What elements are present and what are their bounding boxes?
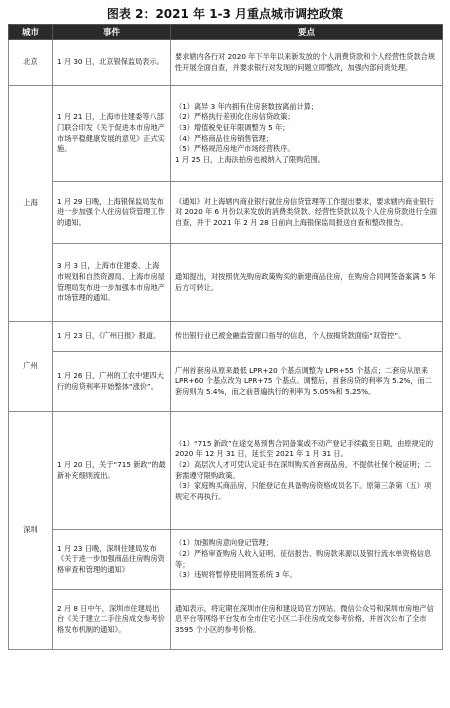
table-row bbox=[9, 182, 443, 244]
table-row bbox=[9, 40, 443, 86]
point-note: 1 月 25 日，上海法拍房也被纳入了限购范围。 bbox=[175, 154, 325, 164]
point-item: （2）高层次人才可凭认定证书在深圳购买首套商品房，不提供社保个税证明；二套需遵守限购政策。 bbox=[175, 459, 432, 480]
table-row bbox=[9, 412, 443, 530]
point-item: （4）严格商品住房销售管理； bbox=[175, 133, 274, 143]
header-points: 要点 bbox=[171, 25, 443, 40]
table-row bbox=[9, 322, 443, 352]
event-cell: 1 月 23 日，《广州日报》报道。 bbox=[53, 322, 171, 352]
point-text: 通知表示，将定期在深圳市住房和建设局官方网站、微信公众号和深圳市房地产信息平台等网络平台发布全市住宅小区二手住房成交参考价格，并首次公布了全市 3595 个小区的参考价格。 bbox=[175, 603, 434, 634]
points-cell bbox=[171, 322, 443, 352]
point-text: 传出银行业已被金融监管窗口指导的信息，个人按揭贷款面临“双管控”。 bbox=[175, 331, 406, 341]
points-cell bbox=[171, 86, 443, 182]
points-cell bbox=[171, 40, 443, 86]
city-cell-shenzhen: 深圳 bbox=[9, 412, 53, 650]
point-text: 广州首套房从原来最低 LPR+20 个基点调整为 LPR+55 个基点；二套房从原来 LPR+60 个基点改为 LPR+75 个基点。调整后，首套房贷的利率为 5.2%，而二套房则为 5.4%，而之前普遍执行的利率为 5.05%和 5.25%。 bbox=[175, 365, 432, 396]
point-item: （1）离异 3 年内拥有住房套数按离前计算； bbox=[175, 101, 319, 111]
points-cell bbox=[171, 352, 443, 412]
point-item: （3）违规将暂停使用网签系统 3 年。 bbox=[175, 570, 297, 580]
point-item: （1）“715 新政”在途交易预售合同备案或不动产登记手续截至日期，由原规定的 2020 年 12 月 31 日，延长至 2021 年 1 月 31 日。 bbox=[175, 438, 434, 459]
points-cell bbox=[171, 530, 443, 590]
table-title: 图表 2：2021 年 1-3 月重点城市调控政策 bbox=[106, 7, 344, 21]
header-event: 事件 bbox=[53, 25, 171, 40]
event-cell: 3 月 3 日，上海市住建委、上海市规划和自然资源局、上海市房屋管理局发布进一步加强本市房地产市场管理的通知。 bbox=[53, 244, 171, 322]
points-cell bbox=[171, 590, 443, 650]
event-cell: 1 月 23 日晚，深圳住建局发布《关于进一步加强商品住房购房资格审查和管理的通知》 bbox=[53, 530, 171, 590]
event-cell: 2 月 8 日中午，深圳市住建局出台《关于建立二手住房成交参考价格发布机制的通知》。 bbox=[53, 590, 171, 650]
header-city: 城市 bbox=[9, 25, 53, 40]
table-row bbox=[9, 530, 443, 590]
event-cell: 1 月 20 日，关于“715 新政”的最新补充细则流出。 bbox=[53, 412, 171, 530]
point-text: 要求辖内各行对 2020 年下半年以来新发放的个人消费贷款和个人经营性贷款合规性开展全面自查，并要求银行对发现的问题立即整改，加强内部问责处理。 bbox=[175, 51, 436, 72]
points-cell bbox=[171, 412, 443, 530]
city-cell-shanghai: 上海 bbox=[9, 86, 53, 322]
event-cell: 1 月 21 日，上海市住建委等八部门联合印发《关于促进本市房地产市场平稳健康发展的意见》正式实施。 bbox=[53, 86, 171, 182]
table-row bbox=[9, 244, 443, 322]
event-cell: 1 月 26 日，广州的工农中建四大行的房贷利率开始整体“涨价”。 bbox=[53, 352, 171, 412]
point-item: （3）增值税免征年限调整为 5 年； bbox=[175, 122, 290, 132]
point-item: （3）家庭购买商品房，只能登记在具备购房资格成员名下。原第三条第（五）项规定不再执行。 bbox=[175, 481, 432, 501]
point-text: 《通知》对上海辖内商业银行就住房信贷管理等工作提出要求，要求辖内商业银行对 2020 年 6 月份以来发放的消费类贷款、经营性贷款以及个人住房贷款进行全面自查，并于 2021 年 2 月 28 日前向上海银保监局报送自查和整改报告。 bbox=[175, 196, 438, 227]
point-item: （2）严格审查购房人收入证明、征信报告、购房款来源以及银行流水单资格信息等； bbox=[175, 548, 432, 569]
header-row bbox=[9, 25, 443, 40]
points-cell bbox=[171, 244, 443, 322]
point-item: （1）加强购房意向登记管理； bbox=[175, 538, 274, 548]
point-item: （2）严格执行差别化住房信贷政策； bbox=[175, 112, 295, 122]
city-cell-guangzhou: 广州 bbox=[9, 322, 53, 412]
event-cell: 1 月 29 日晚，上海银保监局发布进一步加强个人住房信贷管理工作的通知。 bbox=[53, 182, 171, 244]
policy-table bbox=[8, 24, 443, 650]
table-row bbox=[9, 86, 443, 182]
point-item: （5）严格规范房地产市场经营秩序。 bbox=[175, 144, 295, 154]
table-row bbox=[9, 590, 443, 650]
event-cell: 1 月 30 日，北京银保监局表示。 bbox=[53, 40, 171, 86]
table-row bbox=[9, 352, 443, 412]
point-text: 通知提出，对按照优先购房政策购买的新建商品住房，在购房合同网签备案满 5 年后方可转让。 bbox=[175, 271, 436, 292]
city-cell-beijing: 北京 bbox=[9, 40, 53, 86]
points-cell bbox=[171, 182, 443, 244]
